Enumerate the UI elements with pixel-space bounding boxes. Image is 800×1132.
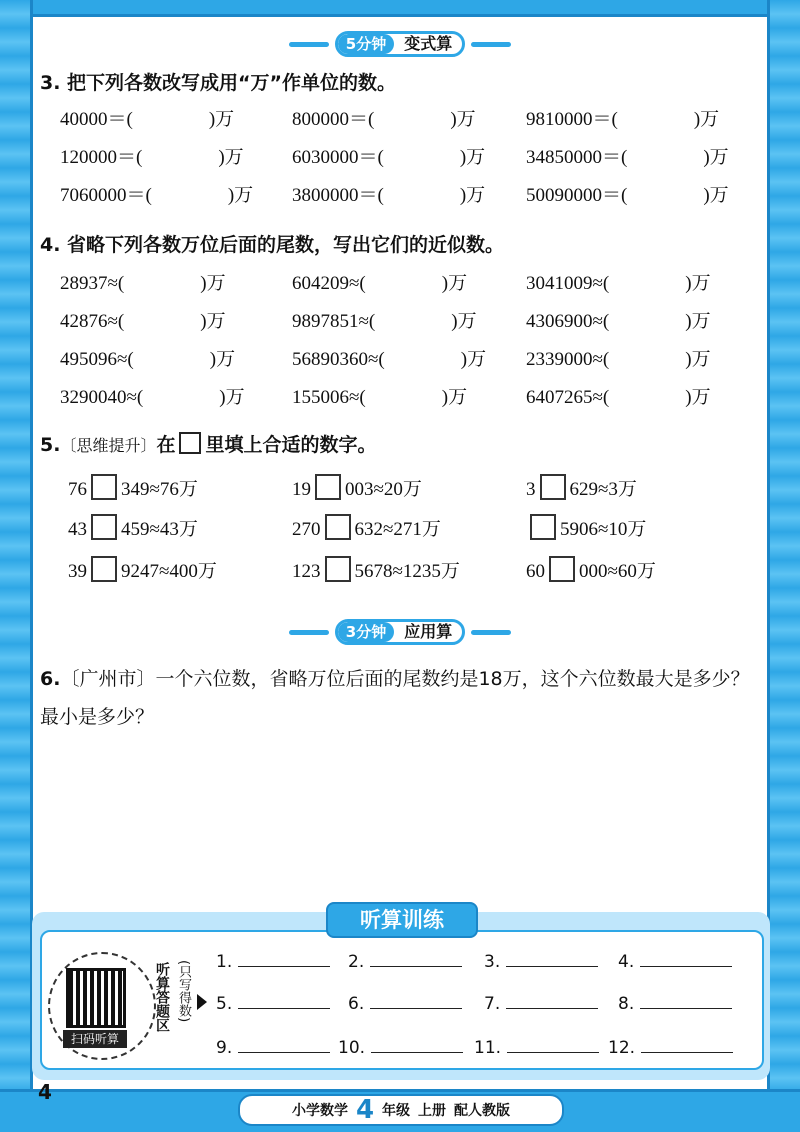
arrow-right-icon	[197, 994, 207, 1010]
answer-row	[216, 992, 756, 1018]
answer-box[interactable]	[91, 514, 117, 540]
q5-suffix: 629≈3万	[569, 479, 637, 500]
q5-suffix: 000≈60万	[579, 561, 656, 582]
q5-suffix: 632≈271万	[354, 519, 441, 540]
blank-line[interactable]	[640, 950, 732, 967]
q6-text: 一个六位数，省略万位后面的尾数约是18万，这个六位数最大是多少？最小是多少？	[40, 668, 750, 728]
q5-suffix: 003≈20万	[345, 479, 422, 500]
answer-box[interactable]	[325, 556, 351, 582]
blank-line[interactable]	[371, 1036, 463, 1053]
q4-row	[60, 306, 760, 336]
tag-line-right	[471, 630, 511, 635]
q5-number: 5.	[40, 434, 61, 456]
q5-after: 里填上合适的数字。	[205, 434, 377, 456]
q5-item	[526, 514, 646, 541]
q4-item[interactable]: 495096≈( )万	[60, 349, 236, 370]
q4-row	[60, 382, 760, 412]
blank-line[interactable]	[370, 992, 462, 1009]
footer-banner	[238, 1094, 564, 1126]
q5-item	[292, 556, 460, 583]
q3-item[interactable]: 7060000＝( )万	[60, 185, 254, 206]
section-tag-application	[0, 618, 800, 646]
q5-prefix: 60	[526, 561, 545, 582]
q5-item	[68, 514, 198, 541]
blank-number: 8.	[618, 994, 635, 1014]
answer-area-note: (只写得数)	[176, 960, 191, 1023]
q3-row	[60, 142, 760, 172]
question-4-title: 4. 省略下列各数万位后面的尾数，写出它们的近似数。	[40, 234, 505, 256]
footer-grade-number: 4	[355, 1095, 375, 1125]
q3-item[interactable]: 9810000＝( )万	[526, 109, 720, 130]
answer-area-label: 听算答题区	[154, 962, 170, 1032]
blank-line[interactable]	[640, 992, 732, 1009]
blank-number: 7.	[484, 994, 501, 1014]
q5-row	[68, 514, 768, 544]
q3-row	[60, 180, 760, 210]
q5-suffix: 349≈76万	[121, 479, 198, 500]
q4-item[interactable]: 2339000≈( )万	[526, 349, 711, 370]
blank-number: 4.	[618, 952, 635, 972]
answer-box[interactable]	[91, 474, 117, 500]
answer-box[interactable]	[315, 474, 341, 500]
footer-grade: 年级	[382, 1103, 411, 1119]
q3-row	[60, 104, 760, 134]
tag-pill	[335, 619, 465, 645]
tag-line-left	[289, 630, 329, 635]
q3-item[interactable]: 50090000＝( )万	[526, 185, 729, 206]
answer-box[interactable]	[91, 556, 117, 582]
q3-item[interactable]: 3800000＝( )万	[292, 185, 486, 206]
answer-blank[interactable]	[484, 950, 598, 972]
box-icon	[179, 432, 201, 454]
answer-row	[216, 1036, 756, 1062]
q5-item	[292, 514, 441, 541]
blank-line[interactable]	[238, 1036, 330, 1053]
listening-title: 听算训练	[326, 902, 478, 938]
q5-item	[68, 474, 198, 501]
blank-number: 6.	[348, 994, 365, 1014]
q5-item	[68, 556, 217, 583]
answer-blank[interactable]	[216, 1036, 330, 1058]
qr-label: 扫码听算	[63, 1030, 127, 1048]
q3-item[interactable]: 40000＝( )万	[60, 109, 235, 130]
answer-row	[216, 950, 756, 976]
blank-number: 5.	[216, 994, 233, 1014]
answer-blank[interactable]	[484, 992, 598, 1014]
answer-box[interactable]	[325, 514, 351, 540]
qr-code-icon[interactable]	[66, 968, 126, 1028]
q5-prefix: 76	[68, 479, 87, 500]
answer-blank[interactable]	[474, 1036, 599, 1058]
tag-line-left	[289, 42, 329, 47]
tag-title: 应用算	[404, 622, 453, 641]
footer-edition: 配人教版	[454, 1103, 511, 1119]
q5-prefix: 39	[68, 561, 87, 582]
q5-suffix: 5906≈10万	[560, 519, 647, 540]
answer-blank[interactable]	[618, 992, 732, 1014]
blank-number: 11.	[474, 1038, 502, 1058]
answer-blank[interactable]	[338, 1036, 463, 1058]
q4-item[interactable]: 604209≈( )万	[292, 273, 468, 294]
answer-blank[interactable]	[216, 950, 330, 972]
q5-prefix: 3	[526, 479, 536, 500]
q5-suffix: 5678≈1235万	[354, 561, 460, 582]
blank-number: 2.	[348, 952, 365, 972]
blank-line[interactable]	[507, 1036, 599, 1053]
q3-item[interactable]: 800000＝( )万	[292, 109, 476, 130]
footer-volume: 上册	[418, 1103, 447, 1119]
q6-tag: 〔广州市〕	[60, 668, 156, 690]
blank-line[interactable]	[370, 950, 462, 967]
answer-blank[interactable]	[216, 992, 330, 1014]
page-number: 4	[38, 1080, 52, 1104]
frame-right	[767, 0, 800, 1132]
q4-item[interactable]: 28937≈( )万	[60, 273, 226, 294]
answer-blank[interactable]	[608, 1036, 733, 1058]
blank-line[interactable]	[506, 992, 598, 1009]
answer-blank[interactable]	[618, 950, 732, 972]
q5-row	[68, 474, 768, 504]
q5-row	[68, 556, 768, 586]
frame-left	[0, 0, 33, 1132]
blank-number: 1.	[216, 952, 233, 972]
q5-prefix: 43	[68, 519, 87, 540]
q5-item	[526, 474, 637, 501]
answer-box[interactable]	[540, 474, 566, 500]
q3-item[interactable]: 120000＝( )万	[60, 147, 244, 168]
q4-row	[60, 268, 760, 298]
answer-blank[interactable]	[348, 950, 462, 972]
q5-item	[526, 556, 656, 583]
q4-item[interactable]: 9897851≈( )万	[292, 311, 477, 332]
tag-time: 3分钟	[338, 622, 394, 642]
q4-item[interactable]: 3290040≈( )万	[60, 387, 245, 408]
question-6	[40, 660, 760, 736]
blank-number: 9.	[216, 1038, 233, 1058]
frame-top	[0, 0, 800, 17]
answer-box[interactable]	[530, 514, 556, 540]
q3-item[interactable]: 34850000＝( )万	[526, 147, 729, 168]
q5-prefix: 123	[292, 561, 321, 582]
q4-row	[60, 344, 760, 374]
tag-title: 变式算	[404, 34, 453, 53]
blank-line[interactable]	[641, 1036, 733, 1053]
blank-line[interactable]	[238, 992, 330, 1009]
q5-prefix: 270	[292, 519, 321, 540]
answer-blank[interactable]	[348, 992, 462, 1014]
q3-item[interactable]: 6030000＝( )万	[292, 147, 486, 168]
q4-item[interactable]: 42876≈( )万	[60, 311, 226, 332]
blank-line[interactable]	[238, 950, 330, 967]
tag-line-right	[471, 42, 511, 47]
q4-item[interactable]: 155006≈( )万	[292, 387, 468, 408]
blank-number: 10.	[338, 1038, 366, 1058]
q5-before: 在	[156, 434, 176, 456]
blank-number: 3.	[484, 952, 501, 972]
section-tag-variant	[0, 30, 800, 58]
answer-box[interactable]	[549, 556, 575, 582]
footer-subject: 小学数学	[291, 1103, 348, 1119]
q5-suffix: 459≈43万	[121, 519, 198, 540]
q4-item[interactable]: 56890360≈( )万	[292, 349, 487, 370]
q5-prefix: 19	[292, 479, 311, 500]
tag-pill	[335, 31, 465, 57]
q5-tag: 〔思维提升〕	[60, 436, 157, 455]
q4-item[interactable]: 6407265≈( )万	[526, 387, 711, 408]
q6-number: 6.	[40, 668, 61, 690]
q4-item[interactable]: 3041009≈( )万	[526, 273, 711, 294]
tag-time: 5分钟	[338, 34, 394, 54]
q4-item[interactable]: 4306900≈( )万	[526, 311, 711, 332]
q5-suffix: 9247≈400万	[121, 561, 217, 582]
question-3-title: 3. 把下列各数改写成用“万”作单位的数。	[40, 72, 397, 94]
blank-line[interactable]	[506, 950, 598, 967]
blank-number: 12.	[608, 1038, 636, 1058]
q5-item	[292, 474, 422, 501]
question-5-title	[40, 430, 377, 457]
